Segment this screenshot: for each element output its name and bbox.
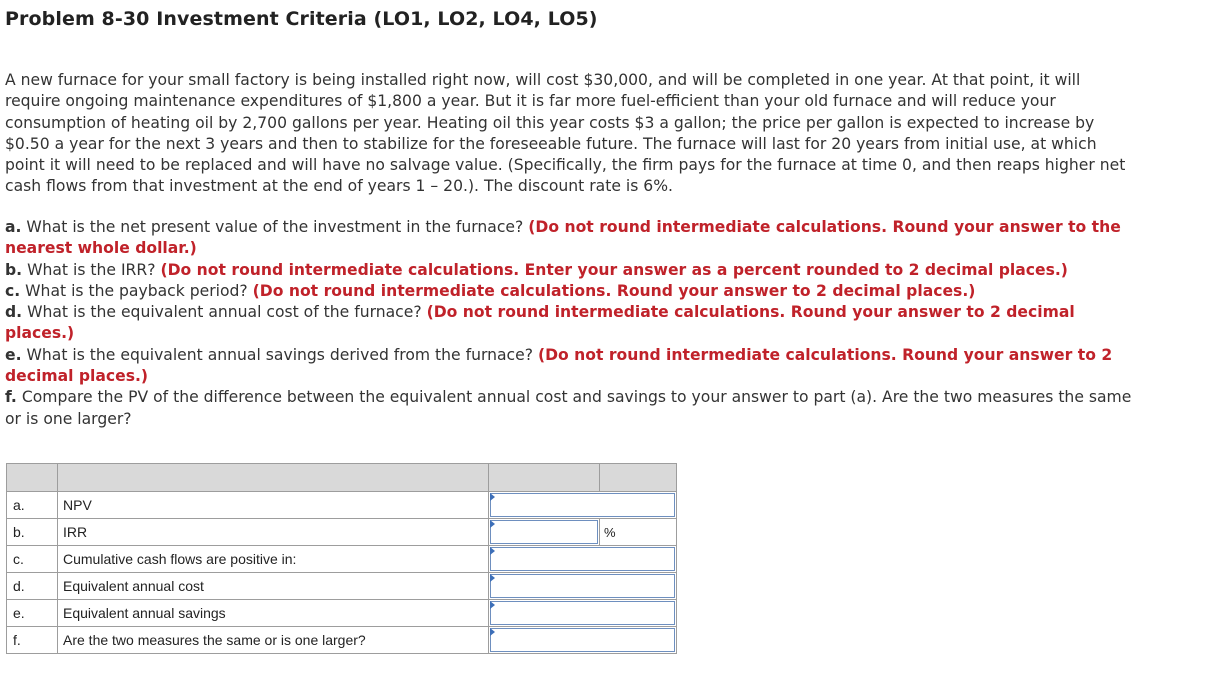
row-letter: b. bbox=[7, 519, 58, 546]
payback-input[interactable] bbox=[490, 547, 675, 571]
answer-row-payback bbox=[7, 546, 677, 573]
question-d bbox=[5, 302, 1140, 345]
answer-row-eac bbox=[7, 573, 677, 600]
header-cell bbox=[489, 464, 600, 492]
compare-dropdown[interactable] bbox=[490, 628, 675, 652]
question-note: (Do not round intermediate calculations. Round your answer to 2 decimal places.) bbox=[5, 345, 1113, 386]
input-marker-icon bbox=[490, 601, 495, 609]
irr-input[interactable] bbox=[490, 520, 598, 544]
question-letter: d. bbox=[5, 303, 23, 322]
answer-row-npv bbox=[7, 492, 677, 519]
irr-percent-unit: % bbox=[600, 519, 677, 546]
answer-table-header bbox=[7, 464, 677, 492]
question-note: (Do not round intermediate calculations. Enter your answer as a percent rounded to 2 decimal places.) bbox=[160, 260, 1068, 279]
input-marker-icon bbox=[490, 520, 495, 528]
row-label: NPV bbox=[58, 492, 489, 519]
question-note: (Do not round intermediate calculations. Round your answer to 2 decimal places.) bbox=[5, 303, 1075, 343]
header-cell bbox=[7, 464, 58, 492]
question-e bbox=[5, 345, 1140, 388]
question-f bbox=[5, 387, 1140, 430]
npv-input-cell bbox=[489, 492, 677, 519]
question-text: What is the IRR? bbox=[27, 260, 156, 279]
row-label: Cumulative cash flows are positive in: bbox=[58, 546, 489, 573]
question-note: (Do not round intermediate calculations. Round your answer to 2 decimal places.) bbox=[252, 281, 976, 300]
input-marker-icon bbox=[490, 628, 495, 636]
row-label: Are the two measures the same or is one larger? bbox=[58, 627, 489, 654]
question-text: What is the equivalent annual cost of the furnace? bbox=[27, 303, 422, 322]
question-letter: a. bbox=[5, 218, 22, 236]
compare-dropdown-cell bbox=[489, 627, 677, 654]
input-marker-icon bbox=[490, 547, 495, 555]
row-letter: c. bbox=[7, 546, 58, 573]
question-letter: b. bbox=[5, 260, 23, 279]
input-marker-icon bbox=[490, 493, 495, 501]
question-text: What is the net present value of the investment in the furnace? bbox=[26, 218, 524, 236]
question-note: (Do not round intermediate calculations. Round your answer to the nearest whole dollar.) bbox=[5, 218, 1121, 258]
question-a bbox=[5, 217, 1140, 260]
eac-input-cell bbox=[489, 573, 677, 600]
question-list bbox=[5, 217, 1140, 430]
question-letter: c. bbox=[5, 281, 21, 300]
question-text: Compare the PV of the difference between the equivalent annual cost and savings to your answer to part (a). Are the two measures the same or is one larger? bbox=[5, 388, 1132, 428]
question-letter: e. bbox=[5, 345, 22, 364]
payback-input-cell bbox=[489, 546, 677, 573]
answer-row-irr bbox=[7, 519, 677, 546]
row-letter: a. bbox=[7, 492, 58, 519]
header-cell bbox=[600, 464, 677, 492]
row-letter: e. bbox=[7, 600, 58, 627]
question-c bbox=[5, 281, 1140, 302]
eas-input-cell bbox=[489, 600, 677, 627]
question-letter: f. bbox=[5, 388, 17, 407]
irr-input-cell bbox=[489, 519, 600, 546]
row-label: Equivalent annual savings bbox=[58, 600, 489, 627]
row-label: IRR bbox=[58, 519, 489, 546]
header-cell bbox=[58, 464, 489, 492]
problem-title: Problem 8-30 Investment Criteria (LO1, LO2, LO4, LO5) bbox=[5, 8, 598, 30]
answer-row-compare bbox=[7, 627, 677, 654]
eas-input[interactable] bbox=[490, 601, 675, 625]
npv-input[interactable] bbox=[490, 493, 675, 517]
row-letter: f. bbox=[7, 627, 58, 654]
answer-row-eas bbox=[7, 600, 677, 627]
question-text: What is the payback period? bbox=[25, 281, 248, 300]
row-letter: d. bbox=[7, 573, 58, 600]
row-label: Equivalent annual cost bbox=[58, 573, 489, 600]
problem-intro: A new furnace for your small factory is being installed right now, will cost $30,000, and will be completed in one year. At that point, it will require ongoing maintenance expenditures of $1,800 a year. But it is far more fuel-efficient than your old furnace and will reduce your consumption of heating oil by 2,700 gallons per year. Heating oil this year costs $3 a gallon; the price per gallon is expected to increase by $0.50 a year for the next 3 years and then to stabilize for the foreseeable future. The furnace will last for 20 years from initial use, at which point it will need to be replaced and will have no salvage value. (Specifically, the firm pays for the furnace at time 0, and then reaps higher net cash flows from that investment at the end of years 1 – 20.). The discount rate is 6%. bbox=[5, 71, 1126, 196]
eac-input[interactable] bbox=[490, 574, 675, 598]
question-b bbox=[5, 260, 1140, 281]
input-marker-icon bbox=[490, 574, 495, 582]
question-text: What is the equivalent annual savings derived from the furnace? bbox=[26, 345, 533, 364]
answer-table bbox=[6, 463, 677, 654]
